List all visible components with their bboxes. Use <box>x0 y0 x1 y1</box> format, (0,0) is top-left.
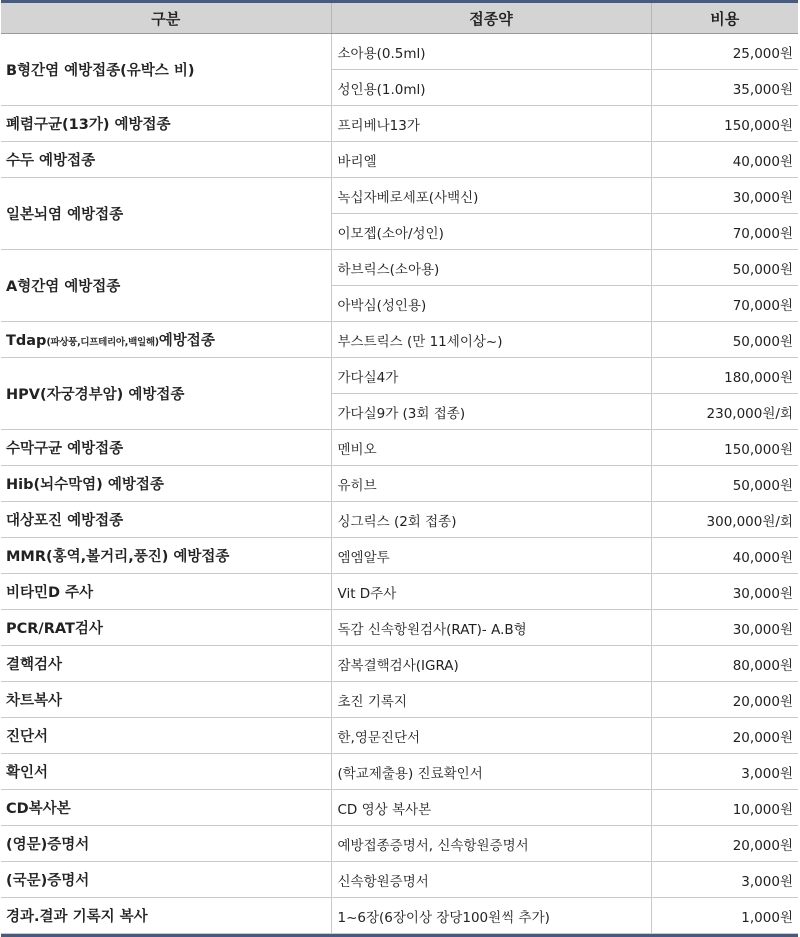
cost-cell: 300,000원/회 <box>651 502 798 538</box>
table-row <box>1 682 798 718</box>
cost-cell: 10,000원 <box>651 790 798 826</box>
cost-cell: 40,000원 <box>651 142 798 178</box>
cost-cell: 25,000원 <box>651 34 798 70</box>
category-cell: 결핵검사 <box>1 646 331 682</box>
table-row <box>1 34 798 70</box>
category-cell: 확인서 <box>1 754 331 790</box>
table-row <box>1 178 798 214</box>
vaccine-cell: 하브릭스(소아용) <box>331 250 651 286</box>
category-cell: 진단서 <box>1 718 331 754</box>
table-row <box>1 466 798 502</box>
table-row <box>1 502 798 538</box>
cost-cell: 35,000원 <box>651 70 798 106</box>
table-body <box>1 34 798 934</box>
table-row <box>1 790 798 826</box>
vaccine-cell: (학교제출용) 진료확인서 <box>331 754 651 790</box>
vaccine-cell: 신속항원증명서 <box>331 862 651 898</box>
category-suffix: 예방접종 <box>158 333 215 349</box>
category-cell: 수두 예방접종 <box>1 142 331 178</box>
table-row <box>1 826 798 862</box>
header-vaccine: 접종약 <box>331 3 651 34</box>
category-cell: HPV(자궁경부암) 예방접종 <box>1 358 331 430</box>
table-row <box>1 430 798 466</box>
vaccine-cell: Vit D주사 <box>331 574 651 610</box>
cost-cell: 40,000원 <box>651 538 798 574</box>
cost-cell: 3,000원 <box>651 862 798 898</box>
cost-cell: 30,000원 <box>651 178 798 214</box>
table-row <box>1 718 798 754</box>
vaccine-cell: 독감 신속항원검사(RAT)- A.B형 <box>331 610 651 646</box>
header-cost: 비용 <box>651 3 798 34</box>
category-cell: 수막구균 예방접종 <box>1 430 331 466</box>
table-row <box>1 862 798 898</box>
cost-cell: 70,000원 <box>651 214 798 250</box>
cost-cell: 50,000원 <box>651 322 798 358</box>
vaccine-cell: 멘비오 <box>331 430 651 466</box>
vaccine-cell: 초진 기록지 <box>331 682 651 718</box>
table-row <box>1 754 798 790</box>
vaccine-cell: 성인용(1.0ml) <box>331 70 651 106</box>
cost-cell: 180,000원 <box>651 358 798 394</box>
cost-cell: 20,000원 <box>651 682 798 718</box>
category-cell: A형간염 예방접종 <box>1 250 331 322</box>
table-row <box>1 646 798 682</box>
cost-cell: 70,000원 <box>651 286 798 322</box>
category-cell: (영문)증명서 <box>1 826 331 862</box>
fee-table-wrapper <box>1 0 798 937</box>
cost-cell: 30,000원 <box>651 610 798 646</box>
category-small-note: (파상풍,디프테리아,백일해) <box>46 337 159 348</box>
category-cell: PCR/RAT검사 <box>1 610 331 646</box>
cost-cell: 30,000원 <box>651 574 798 610</box>
cost-cell: 20,000원 <box>651 826 798 862</box>
vaccine-cell: 이모젭(소아/성인) <box>331 214 651 250</box>
vaccine-cell: 프리베나13가 <box>331 106 651 142</box>
vaccine-cell: 소아용(0.5ml) <box>331 34 651 70</box>
vaccine-cell: 가다실4가 <box>331 358 651 394</box>
vaccine-cell: 유히브 <box>331 466 651 502</box>
vaccine-cell: 엠엠알투 <box>331 538 651 574</box>
vaccine-cell: 바리엘 <box>331 142 651 178</box>
category-cell: 대상포진 예방접종 <box>1 502 331 538</box>
header-category: 구분 <box>1 3 331 34</box>
vaccine-cell: 1~6장(6장이상 장당100원씩 추가) <box>331 898 651 934</box>
table-row <box>1 106 798 142</box>
cost-cell: 50,000원 <box>651 250 798 286</box>
vaccine-cell: 아박심(성인용) <box>331 286 651 322</box>
category-cell <box>1 322 331 358</box>
cost-cell: 3,000원 <box>651 754 798 790</box>
category-cell: (국문)증명서 <box>1 862 331 898</box>
vaccine-cell: 부스트릭스 (만 11세이상~) <box>331 322 651 358</box>
table-row <box>1 142 798 178</box>
category-cell: MMR(홍역,볼거리,풍진) 예방접종 <box>1 538 331 574</box>
vaccine-cell: 싱그릭스 (2회 접종) <box>331 502 651 538</box>
table-row <box>1 538 798 574</box>
category-cell: 폐렴구균(13가) 예방접종 <box>1 106 331 142</box>
category-cell: 비타민D 주사 <box>1 574 331 610</box>
vaccine-cell: 가다실9가 (3회 접종) <box>331 394 651 430</box>
cost-cell: 80,000원 <box>651 646 798 682</box>
vaccine-cell: 잠복결핵검사(IGRA) <box>331 646 651 682</box>
vaccine-cell: 녹십자베로세포(사백신) <box>331 178 651 214</box>
table-row <box>1 322 798 358</box>
category-cell: CD복사본 <box>1 790 331 826</box>
category-cell: 경과.결과 기록지 복사 <box>1 898 331 934</box>
vaccine-cell: 예방접종증명서, 신속항원증명서 <box>331 826 651 862</box>
fee-table <box>1 3 798 934</box>
cost-cell: 150,000원 <box>651 430 798 466</box>
table-row <box>1 574 798 610</box>
cost-cell: 1,000원 <box>651 898 798 934</box>
category-cell: Hib(뇌수막염) 예방접종 <box>1 466 331 502</box>
cost-cell: 20,000원 <box>651 718 798 754</box>
cost-cell: 150,000원 <box>651 106 798 142</box>
table-row <box>1 898 798 934</box>
category-cell: B형간염 예방접종(유박스 비) <box>1 34 331 106</box>
table-header-row <box>1 3 798 34</box>
cost-cell: 230,000원/회 <box>651 394 798 430</box>
category-cell: 일본뇌염 예방접종 <box>1 178 331 250</box>
category-prefix: Tdap <box>6 333 47 349</box>
table-row <box>1 610 798 646</box>
vaccine-cell: CD 영상 복사본 <box>331 790 651 826</box>
vaccine-cell: 한,영문진단서 <box>331 718 651 754</box>
table-row <box>1 358 798 394</box>
cost-cell: 50,000원 <box>651 466 798 502</box>
table-row <box>1 250 798 286</box>
category-cell: 차트복사 <box>1 682 331 718</box>
